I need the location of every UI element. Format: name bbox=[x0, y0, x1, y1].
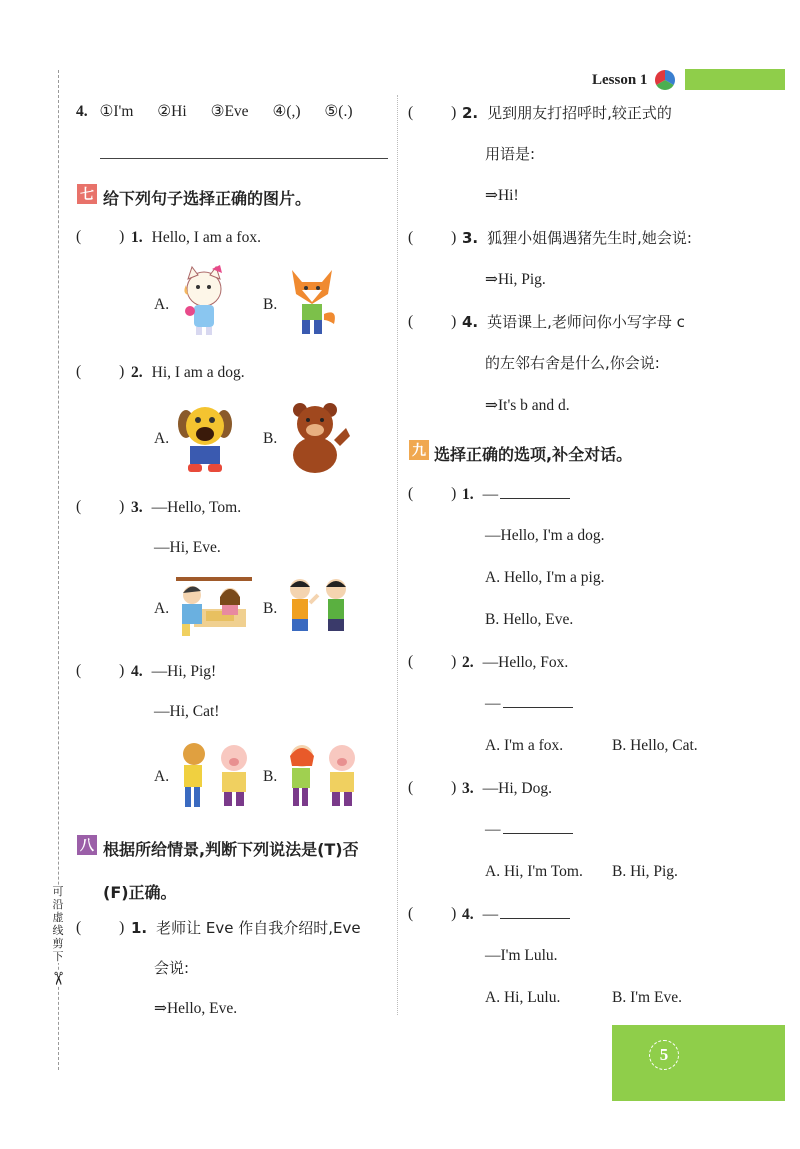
s9-q4-line1: 4. — bbox=[462, 907, 570, 923]
section8-title-line1: 根据所给情景,判断下列说法是(T)否 bbox=[103, 840, 359, 859]
section7-title: 给下列句子选择正确的图片。 bbox=[103, 189, 312, 208]
s8-q1-line3: ⇒Hello, Eve. bbox=[154, 1000, 238, 1017]
section7-badge: 七 bbox=[77, 184, 97, 204]
s7-q3-option-a: A. bbox=[154, 600, 170, 617]
s9-q3-option-a: A. Hi, I'm Tom. bbox=[485, 863, 583, 880]
fill-blank[interactable] bbox=[500, 498, 570, 499]
side-note: 可 沿 虚 线 剪 下 bbox=[52, 885, 64, 963]
dog-and-pig-picture[interactable] bbox=[176, 740, 256, 815]
answer-paren[interactable]: ( ) bbox=[408, 779, 457, 796]
s7-q4-line2: —Hi, Cat! bbox=[154, 703, 220, 720]
header-green-bar bbox=[685, 69, 785, 90]
s9-q2-option-a: A. I'm a fox. bbox=[485, 737, 564, 754]
s8-q3-line2: ⇒Hi, Pig. bbox=[485, 271, 546, 288]
bear-picture[interactable] bbox=[284, 400, 354, 481]
s9-q1-line1: 1. — bbox=[462, 487, 570, 503]
s9-q2-line1: 2. —Hello, Fox. bbox=[462, 654, 569, 671]
s7-q2-option-b: B. bbox=[263, 430, 278, 447]
answer-paren[interactable]: ( ) bbox=[76, 662, 125, 679]
fill-blank[interactable] bbox=[503, 833, 573, 834]
s8-q3-line1: 3. 狐狸小姐偶遇猪先生时,她会说: bbox=[462, 229, 692, 247]
s8-q4-line2: 的左邻右舍是什么,你会说: bbox=[485, 354, 660, 372]
s9-q2-line2: — bbox=[485, 696, 573, 712]
cat-girl-and-pig-picture[interactable] bbox=[284, 740, 364, 815]
s8-q4-line3: ⇒It's b and d. bbox=[485, 397, 570, 414]
s9-q1-option-a: A. Hello, I'm a pig. bbox=[485, 569, 605, 586]
s7-q2: 2. Hi, I am a dog. bbox=[131, 364, 245, 381]
classroom-picture[interactable] bbox=[176, 575, 252, 642]
answer-paren[interactable]: ( ) bbox=[76, 363, 125, 380]
s9-q3-line2: — bbox=[485, 822, 573, 838]
s8-q2-line2: 用语是: bbox=[485, 145, 536, 163]
s7-q1: 1. Hello, I am a fox. bbox=[131, 229, 261, 246]
s8-q1-line2: 会说: bbox=[154, 959, 190, 977]
section9-badge: 九 bbox=[409, 440, 429, 460]
fill-blank[interactable] bbox=[503, 707, 573, 708]
s9-q1-option-b: B. Hello, Eve. bbox=[485, 611, 574, 628]
s7-q4-option-a: A. bbox=[154, 768, 170, 785]
scissors-icon: ✂ bbox=[47, 970, 69, 987]
s7-q1-option-a: A. bbox=[154, 296, 170, 313]
s8-q2-line3: ⇒Hi! bbox=[485, 187, 519, 204]
answer-paren[interactable]: ( ) bbox=[408, 905, 457, 922]
answer-paren[interactable]: ( ) bbox=[76, 919, 125, 936]
s7-q4-option-b: B. bbox=[263, 768, 278, 785]
answer-paren[interactable]: ( ) bbox=[408, 485, 457, 502]
page-number: 5 bbox=[649, 1040, 679, 1070]
page-number-block bbox=[612, 1025, 785, 1101]
section8-badge: 八 bbox=[77, 835, 97, 855]
s9-q4-option-b: B. I'm Eve. bbox=[612, 989, 682, 1006]
s7-q3-line1: 3. —Hello, Tom. bbox=[131, 499, 242, 516]
s8-q4-line1: 4. 英语课上,老师问你小写字母 c bbox=[462, 313, 685, 331]
answer-paren[interactable]: ( ) bbox=[408, 229, 457, 246]
two-boys-picture[interactable] bbox=[286, 575, 356, 646]
s8-q1-line1: 1. 老师让 Eve 作自我介绍时,Eve bbox=[131, 919, 361, 937]
lesson-label: Lesson 1 bbox=[592, 72, 648, 88]
s9-q4-option-a: A. Hi, Lulu. bbox=[485, 989, 561, 1006]
answer-paren[interactable]: ( ) bbox=[408, 313, 457, 330]
cat-picture[interactable] bbox=[176, 265, 230, 342]
s7-q3-line2: —Hi, Eve. bbox=[154, 539, 221, 556]
color-wheel-icon bbox=[654, 69, 676, 96]
fill-blank[interactable] bbox=[500, 918, 570, 919]
s8-q2-line1: 2. 见到朋友打招呼时,较正式的 bbox=[462, 104, 672, 122]
answer-paren[interactable]: ( ) bbox=[76, 498, 125, 515]
answer-paren[interactable]: ( ) bbox=[408, 653, 457, 670]
s7-q3-option-b: B. bbox=[263, 600, 278, 617]
q4-line: 4. ①I'm ②Hi ③Eve ④(,) ⑤(.) bbox=[76, 103, 353, 120]
s9-q1-line2: —Hello, I'm a dog. bbox=[485, 527, 605, 544]
s9-q2-option-b: B. Hello, Cat. bbox=[612, 737, 698, 754]
dog-picture[interactable] bbox=[176, 400, 234, 481]
s7-q1-option-b: B. bbox=[263, 296, 278, 313]
answer-line[interactable] bbox=[100, 158, 388, 159]
answer-paren[interactable]: ( ) bbox=[76, 228, 125, 245]
s9-q4-line2: —I'm Lulu. bbox=[485, 947, 558, 964]
section9-title: 选择正确的选项,补全对话。 bbox=[434, 445, 633, 464]
s7-q2-option-a: A. bbox=[154, 430, 170, 447]
s7-q4-line1: 4. —Hi, Pig! bbox=[131, 663, 217, 680]
answer-paren[interactable]: ( ) bbox=[408, 104, 457, 121]
fox-picture[interactable] bbox=[284, 264, 340, 343]
section8-title-line2: (F)正确。 bbox=[103, 883, 177, 902]
s9-q3-line1: 3. —Hi, Dog. bbox=[462, 780, 552, 797]
s9-q3-option-b: B. Hi, Pig. bbox=[612, 863, 678, 880]
column-divider bbox=[397, 95, 398, 1015]
